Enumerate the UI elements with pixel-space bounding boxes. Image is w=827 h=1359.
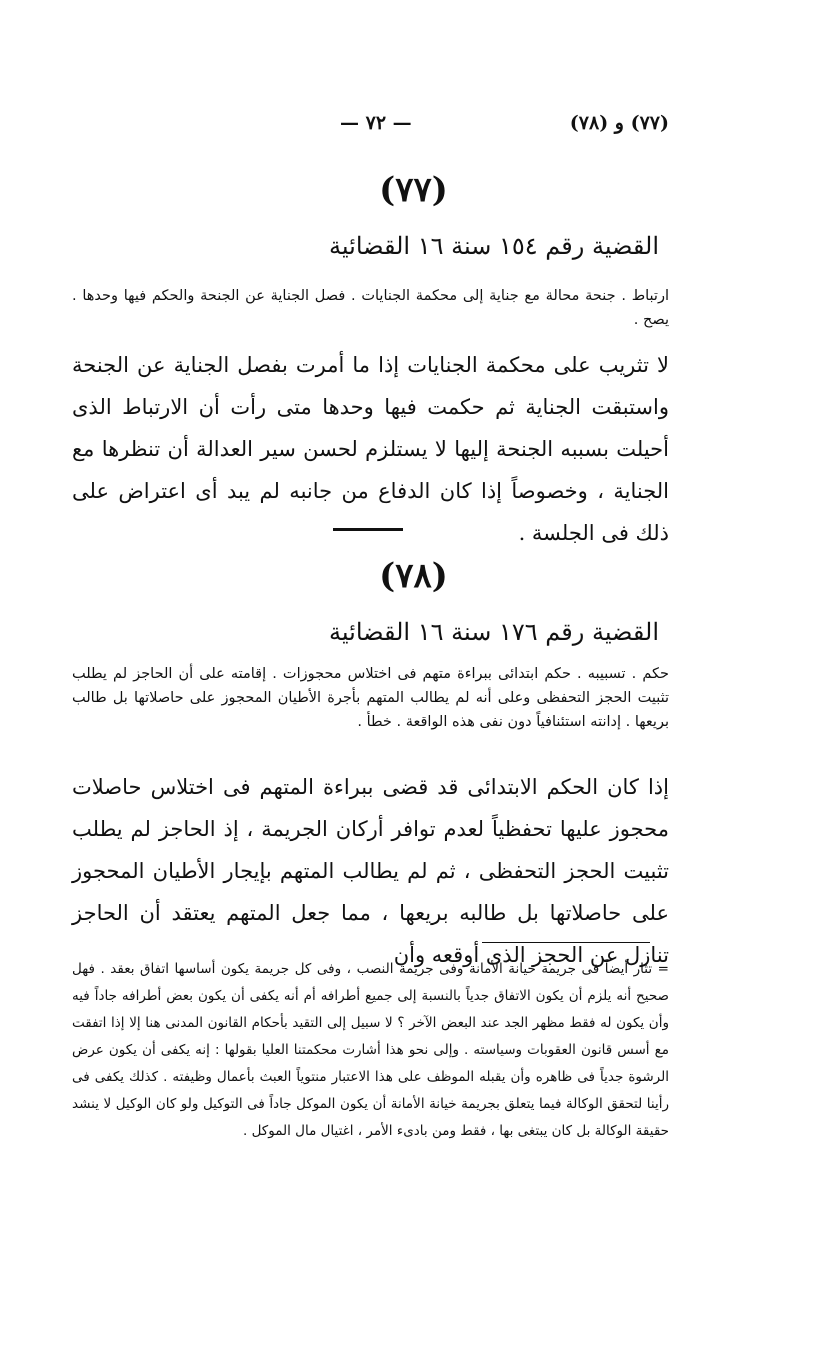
case-78-number: (٧٨): [379, 556, 448, 596]
running-header: [60, 112, 669, 142]
footnote: = تثار أيضاً فى جريمة خيانة الأمانة وفى جريمة النصب ، وفى كل جريمة يكون أساسها اتفاق بعقد . فهل صحيح أنه يلزم أن يكون الاتفاق جدياً بالنسبة إلى جميع أطرافه أم أنه يكفى أن يكون بعض أطرافه جاداً فيه وأن يكون له فقط مظهر الجد عند البعض الآخر ؟ لا سبيل إلى التقيد بأحكام القانون المدنى هنا إلا إذا اتفقت مع أسس قانون العقوبات وسياسته . وإلى نحو هذا أشارت محكمتنا العليا بقولها : إنه يكفى أن يكون عرض الرشوة جدياً فى ظاهره وأن يقبله الموظف على هذا الاعتبار منتوياً العبث بأعمال وظيفته . كذلك يكفى فى رأينا لتحقق الوكالة فيما يتعلق بجريمة خيانة الأمانة أن يكون الموكل جاداً فى التوكيل ولو كان الوكيل لا ينشد حقيقة الوكالة بل كان يبتغى بها ، فقط ومن بادىء الأمر ، اغتيال مال الموكل .: [72, 961, 669, 1139]
case-77-abstract: ارتباط . جنحة محالة مع جناية إلى محكمة الجنايات . فصل الجناية عن الجنحة والحكم فيها وحدها . يصح .: [72, 288, 669, 328]
case-77-title: القضية رقم ١٥٤ سنة ١٦ القضائية: [329, 232, 659, 260]
case-78-body: إذا كان الحكم الابتدائى قد قضى ببراءة المتهم فى اختلاس حاصلات محجوز عليها تحفظياً لعدم توافر أركان الجريمة ، إذ الحاجز لم يطلب تثبيت الحجز التحفظى ، ثم لم يطالب المتهم بإيجار الأطيان المحجوز على حاصلاتها بل طالبه بريعها ، مما جعل المتهم يعتقد أن الحاجز تنازل عن الحجز الذى أوقعه وأن: [72, 775, 669, 967]
case-77-body: لا تثريب على محكمة الجنايات إذا ما أمرت بفصل الجناية عن الجنحة واستبقت الجناية ثم حكمت فيها وحدها متى رأت أن الارتباط الذى أحيلت بسببه الجنحة إليها لا يستلزم لحسن سير العدالة أن تنظرها مع الجناية ، وخصوصاً إذا كان الدفاع من جانبه لم يبد أى اعتراض على ذلك فى الجلسة .: [72, 353, 669, 545]
page-number: — ٧٢ —: [340, 112, 412, 134]
footnote-rule: [482, 942, 650, 943]
case-78-title: القضية رقم ١٧٦ سنة ١٦ القضائية: [329, 618, 659, 646]
header-case-numbers: (٧٧) و (٧٨): [569, 112, 669, 134]
case-77-number: (٧٧): [379, 170, 448, 210]
section-separator: [333, 528, 403, 531]
case-78-abstract: حكم . تسبيبه . حكم ابتدائى ببراءة متهم فى اختلاس محجوزات . إقامته على أن الحاجز لم يطلب تثبيت الحجز التحفظى وعلى أنه لم يطالب المتهم بأجرة الأطيان المحجوز على حاصلاتها بل طالب بريعها . إدانته استئنافياً دون نفى هذه الواقعة . خطأ .: [72, 666, 669, 730]
